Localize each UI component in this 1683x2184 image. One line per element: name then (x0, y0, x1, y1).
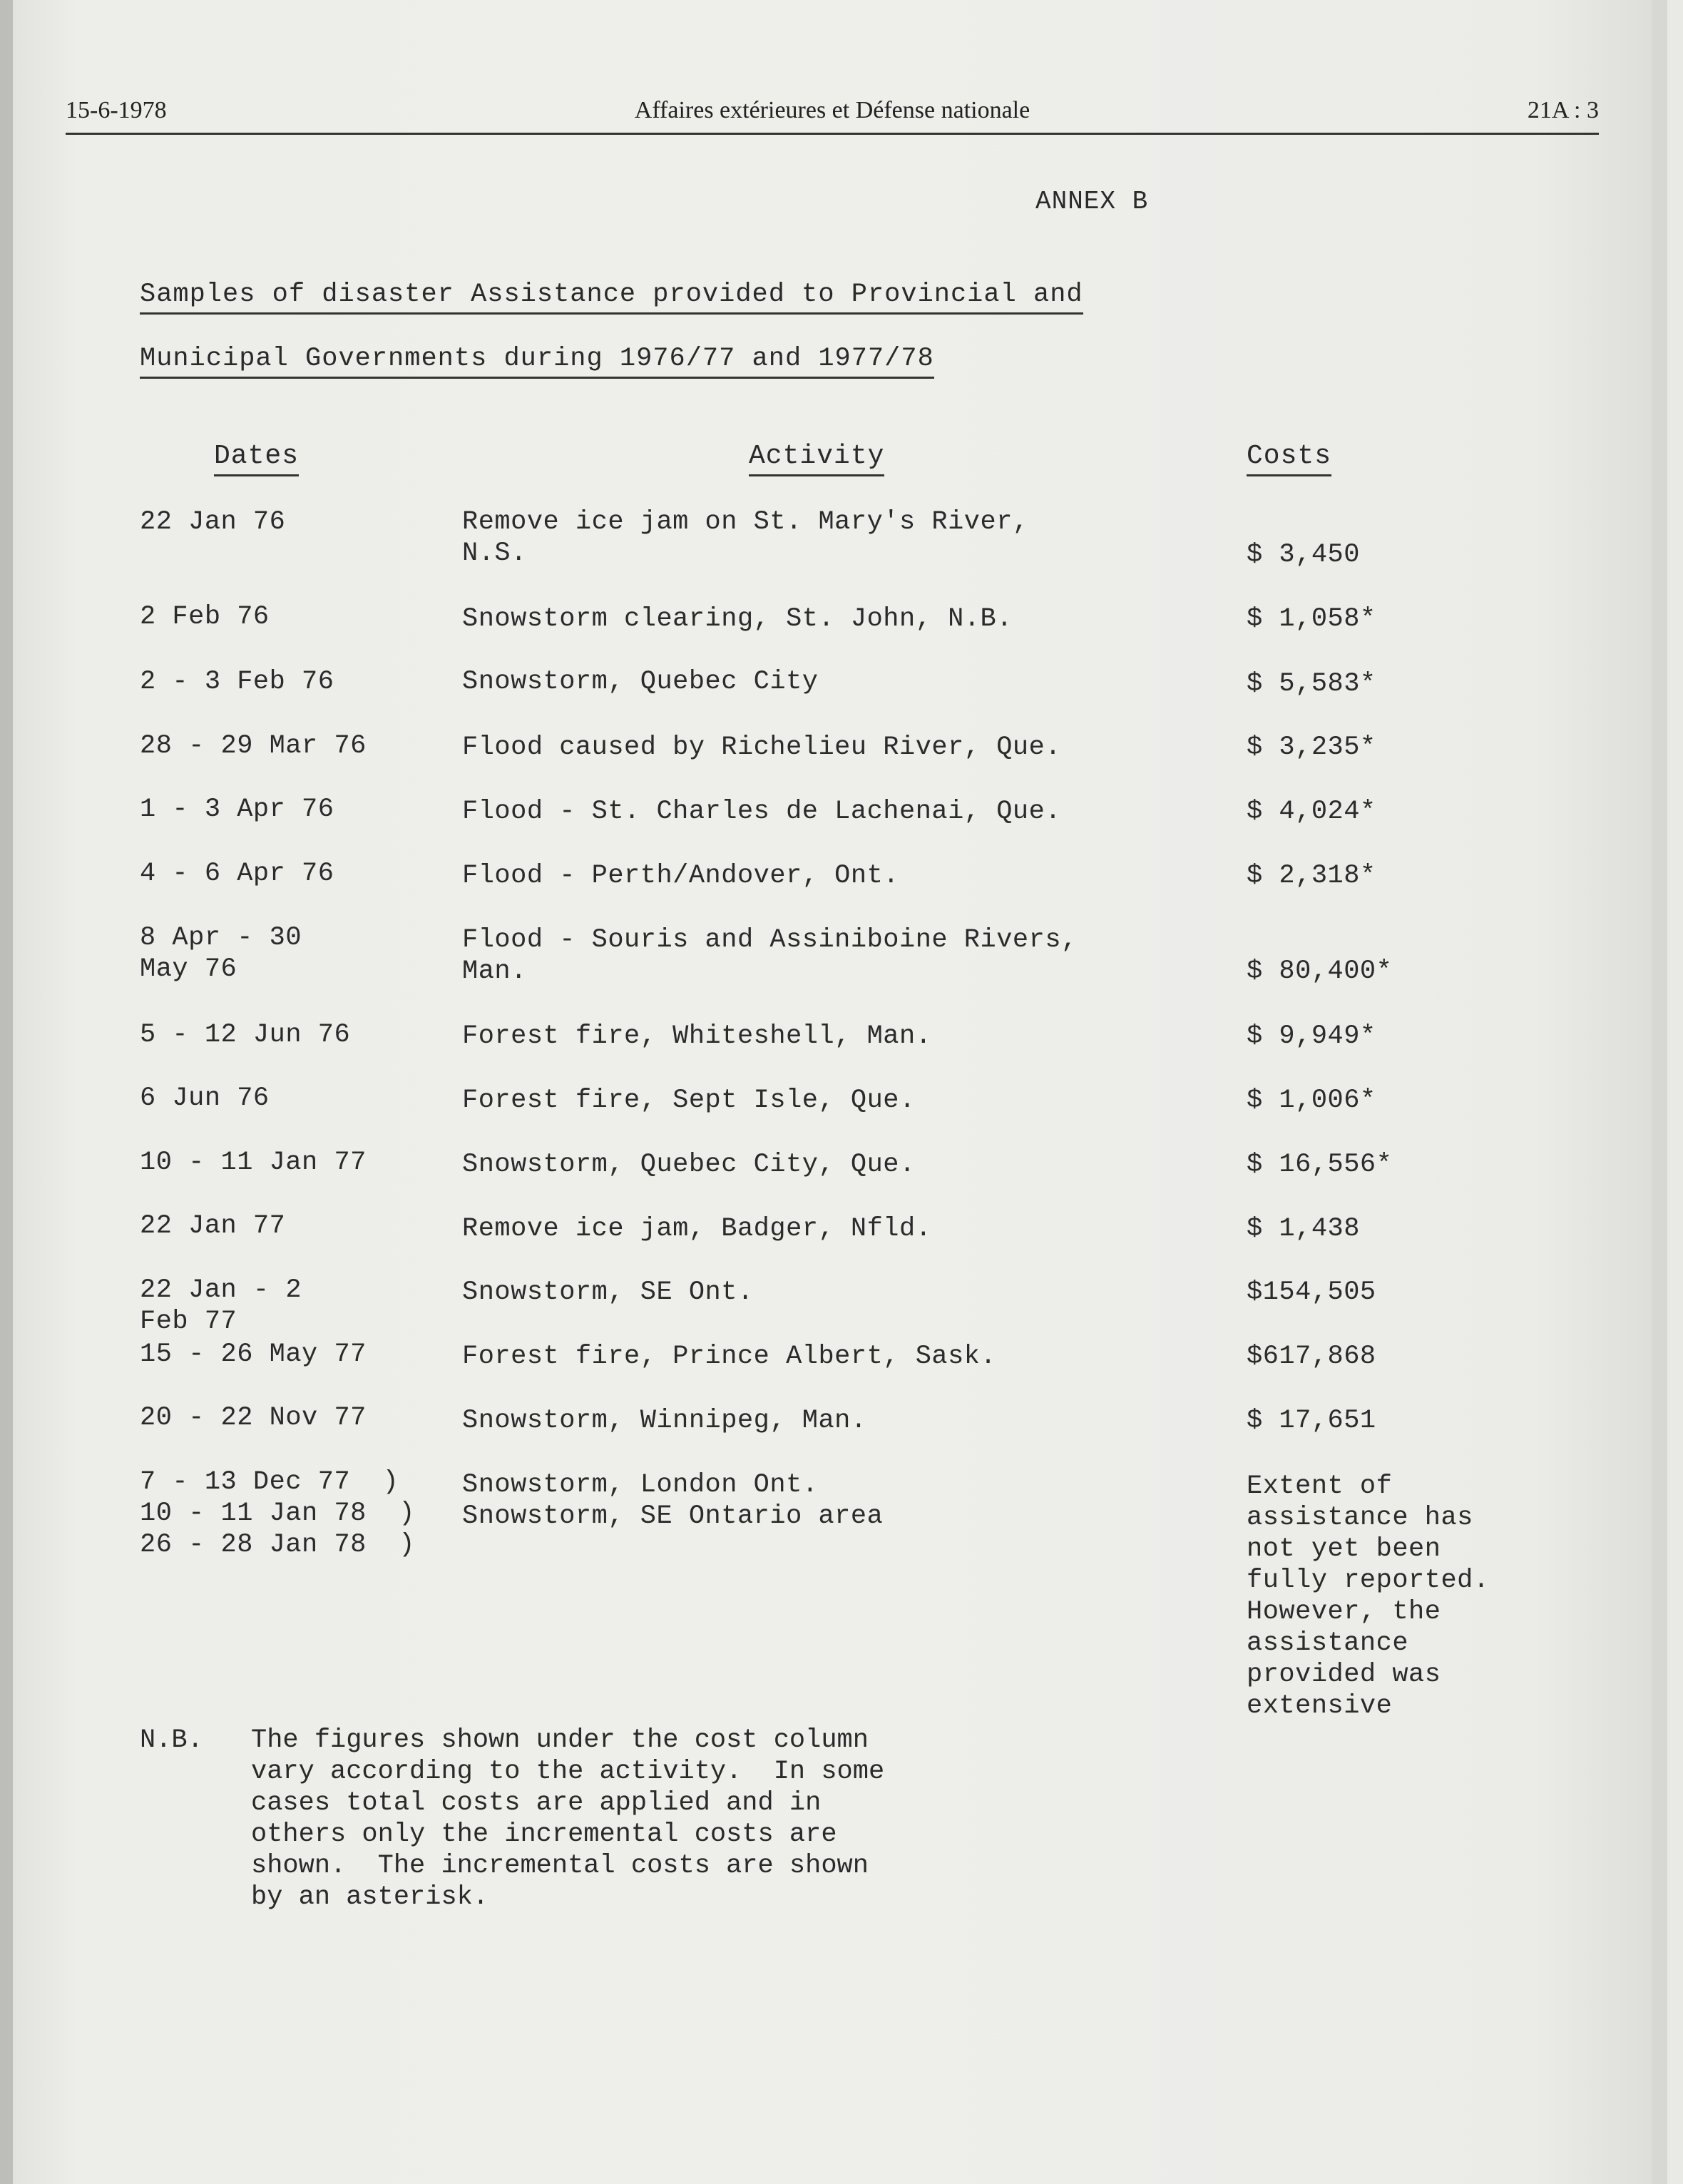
title-line-2: Municipal Governments during 1976/77 and 1977/78 (140, 344, 934, 374)
row-activity: Remove ice jam, Badger, Nfld. (462, 1214, 932, 1244)
column-header-costs: Costs (1247, 441, 1331, 471)
row-date: 8 Apr - 30 May 76 (140, 923, 302, 984)
row-activity: Flood caused by Richelieu River, Que. (462, 733, 1062, 762)
row-activity: Snowstorm, Quebec City (462, 667, 819, 697)
row-cost: $ 16,556* (1247, 1150, 1393, 1180)
row-date: 10 - 11 Jan 77 (140, 1148, 367, 1178)
row-date: 2 - 3 Feb 76 (140, 667, 334, 697)
row-cost: $ 4,024* (1247, 797, 1376, 827)
row-cost: $ 1,058* (1247, 604, 1376, 634)
row-activity: Forest fire, Prince Albert, Sask. (462, 1342, 997, 1372)
row-activity: Remove ice jam on St. Mary's River, N.S. (462, 507, 1029, 568)
row-date: 5 - 12 Jun 76 (140, 1020, 351, 1050)
row-date: 28 - 29 Mar 76 (140, 731, 367, 761)
row-activity: Forest fire, Sept Isle, Que. (462, 1086, 916, 1116)
row-cost: $617,868 (1247, 1342, 1376, 1372)
row-activity: Snowstorm, Winnipeg, Man. (462, 1406, 867, 1436)
title-line-1: Samples of disaster Assistance provided to Provincial and (140, 280, 1083, 310)
note-text: The figures shown under the cost column vary according to the activity. In some cases total costs are applied and in others only the incremental costs are shown. The incremental costs are shown by an asterisk. (251, 1725, 885, 1912)
row-cost: $ 1,006* (1247, 1086, 1376, 1116)
row-cost: $ 5,583* (1247, 669, 1376, 699)
row-cost: $ 80,400* (1247, 956, 1393, 986)
row-cost: $ 3,235* (1247, 733, 1376, 762)
row-activity: Snowstorm, SE Ont. (462, 1277, 754, 1307)
header-page-ref: 21A : 3 (1527, 97, 1599, 123)
row-date: 2 Feb 76 (140, 602, 270, 632)
row-cost: $ 17,651 (1247, 1406, 1376, 1436)
row-date: 22 Jan 76 (140, 507, 286, 537)
row-cost: $ 3,450 (1247, 540, 1360, 570)
note-label: N.B. (140, 1725, 203, 1755)
column-header-dates: Dates (214, 441, 299, 471)
row-activity: Flood - St. Charles de Lachenai, Que. (462, 797, 1062, 827)
row-activity: Snowstorm clearing, St. John, N.B. (462, 604, 1013, 634)
row-activity: Snowstorm, Quebec City, Que. (462, 1150, 916, 1180)
header-publication: Affaires extérieures et Défense nationale (634, 97, 1030, 123)
row-date: 22 Jan 77 (140, 1211, 286, 1241)
row-activity: Flood - Perth/Andover, Ont. (462, 861, 899, 891)
row-activity: Forest fire, Whiteshell, Man. (462, 1021, 932, 1051)
row-cost: $ 2,318* (1247, 861, 1376, 891)
row-activity: Flood - Souris and Assiniboine Rivers, Man. (462, 925, 1078, 986)
row-date: 15 - 26 May 77 (140, 1340, 367, 1369)
page-edge (1652, 0, 1667, 2184)
row-date: 6 Jun 76 (140, 1083, 270, 1113)
row-date: 1 - 3 Apr 76 (140, 795, 334, 825)
row-cost: $ 9,949* (1247, 1021, 1376, 1051)
column-header-activity: Activity (749, 441, 884, 471)
row-date: 4 - 6 Apr 76 (140, 859, 334, 889)
binding-edge (0, 0, 13, 2184)
row-date: 7 - 13 Dec 77 ) 10 - 11 Jan 78 ) 26 - 28 Jan 78 ) (140, 1467, 415, 1560)
row-cost: $ 1,438 (1247, 1214, 1360, 1244)
row-date: 22 Jan - 2 Feb 77 (140, 1275, 302, 1337)
row-date: 20 - 22 Nov 77 (140, 1403, 367, 1433)
running-header (66, 97, 1599, 135)
row-activity: Snowstorm, London Ont. Snowstorm, SE Ontario area (462, 1470, 884, 1531)
annex-label: ANNEX B (1035, 187, 1149, 216)
row-cost: $154,505 (1247, 1277, 1376, 1307)
row-cost: Extent of assistance has not yet been fully reported. However, the assistance provided was extensive (1247, 1471, 1490, 1721)
header-date: 15-6-1978 (66, 97, 167, 123)
